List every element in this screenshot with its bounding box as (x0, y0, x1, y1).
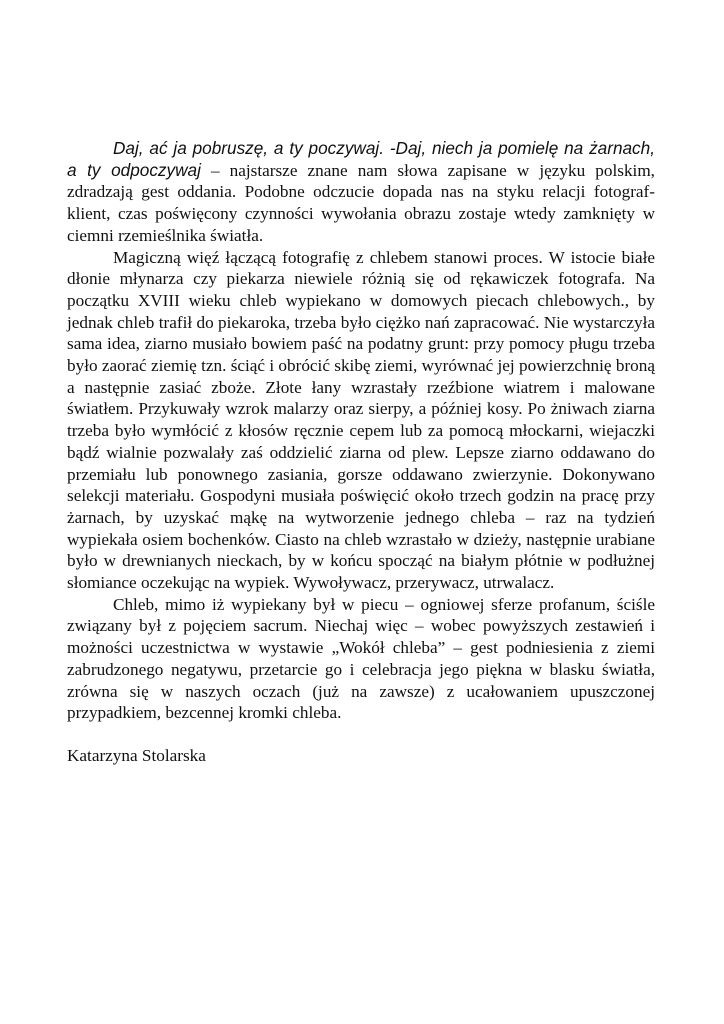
paragraph-1 (67, 138, 655, 247)
author-signature: Katarzyna Stolarska (67, 745, 206, 765)
paragraph-1-text: – najstarsze znane nam słowa zapisane w języku polskim, zdradzają gest oddania. Podobne odczucie dopada nas na styku relacji fotograf-klient, czas poświęcony czynności wywołania obrazu zostaje wtedy zamknięty w ciemni rzemieślnika światła. (67, 160, 655, 245)
opening-quote: Daj, ać ja pobruszę, a ty poczywaj. -Daj, niech ja pomielę na żarnach, a ty odpoczywaj (67, 138, 655, 180)
paragraph-3: Chleb, mimo iż wypiekany był w piecu – ogniowej sferze profanum, ściśle związany był z pojęciem sacrum. Niechaj więc – wobec powyższych zestawień i możności uczestnictwa w wystawie „Wokół chleba” – gest podniesienia z ziemi zabrudzonego negatywu, przetarcie go i celebracja jego piękna w blasku światła, zrówna się w naszych oczach (już na zawsze) z ucałowaniem upuszczonej przypadkiem, bezcennej kromki chleba. (67, 594, 655, 723)
document-page (67, 138, 655, 767)
paragraph-2: Magiczną więź łączącą fotografię z chlebem stanowi proces. W istocie białe dłonie młynarza czy piekarza niewiele różnią się od rękawiczek fotografa. Na początku XVIII wieku chleb wypiekano w domowych piecach chlebowych., by jednak chleb trafił do piekaroka, trzeba było ciężko nań zapracować. Nie wystarczyła sama idea, ziarno musiało bowiem paść na podatny grunt: przy pomocy pługu trzeba było zaorać ziemię tzn. ściąć i obrócić skibę ziemi, wyrównać jej powierzchnię broną a następnie zasiać zboże. Złote łany wzrastały rzeźbione wiatrem i malowane światłem. Przykuwały wzrok malarzy oraz sierpy, a później kosy. Po żniwach ziarna trzeba było wymłócić z kłosów ręcznie cepem lub za pomocą młockarni, wiejaczki bądź wialnie pozwalały zaś oddzielić ziarna od plew. Lepsze ziarno oddawano do przemiału lub ponownego zasiania, gorsze oddawano zwierzynie. Dokonywano selekcji materiału. Gospodyni musiała poświęcić około trzech godzin na pracę przy żarnach, by uzyskać mąkę na wytworzenie jednego chleba – raz na tydzień wypiekała osiem bochenków. Ciasto na chleb wzrastało w dzieży, następnie urabiane było w drewnianych nieckach, by w końcu spocząć na białym płótnie w podłużnej słomiance oczekując na wypiek. Wywoływacz, przerywacz, utrwalacz. (67, 247, 655, 593)
